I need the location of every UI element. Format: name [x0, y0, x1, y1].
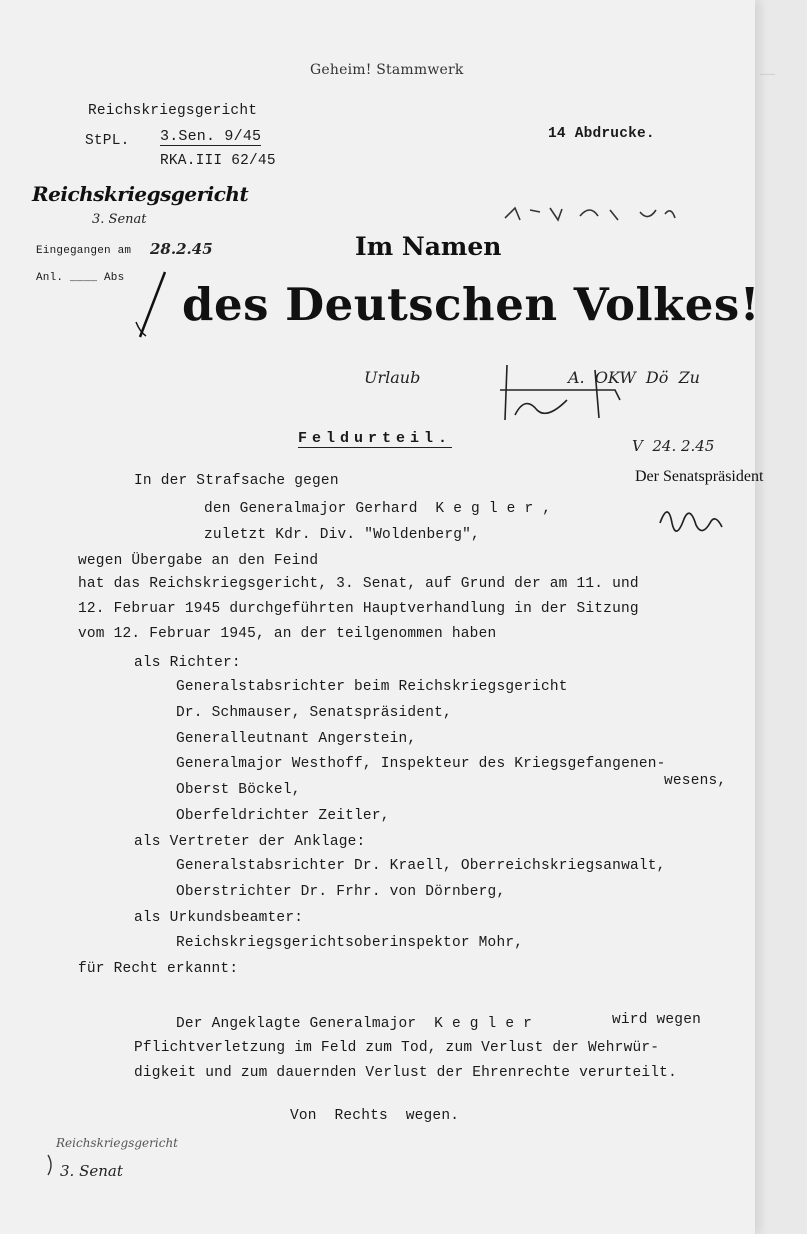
body-line-19: als Urkundsbeamter: — [134, 910, 304, 926]
court-name: Reichskriegsgericht — [88, 103, 258, 119]
heading-deutschen-volkes: des Deutschen Volkes! — [182, 278, 761, 331]
body-line-16: als Vertreter der Anklage: — [134, 834, 366, 850]
case-ref-prefix: StPL. — [85, 133, 130, 149]
handwritten-scribble-icon — [500, 200, 680, 230]
verdict-line-3: digkeit und zum dauernden Verlust der Ehrenrechte verurteilt. — [134, 1065, 677, 1081]
footer-stamp-line-1: Reichskriegsgericht — [56, 1136, 178, 1150]
stamp-received-label: Eingegangen am — [36, 245, 132, 257]
body-line-10: Dr. Schmauser, Senatspräsident, — [176, 705, 452, 721]
body-line-11: Generalleutnant Angerstein, — [176, 731, 417, 747]
body-line-4: wegen Übergabe an den Feind — [78, 553, 319, 569]
heading-bracket-mark-icon — [130, 262, 180, 342]
stamp-received-date: 28.2.45 — [150, 240, 213, 258]
case-reference: 3.Sen. 9/45 — [160, 128, 262, 145]
rka-reference: RKA.III 62/45 — [160, 153, 276, 169]
body-line-5: hat das Reichskriegsgericht, 3. Senat, auf Grund der am 11. und — [78, 576, 639, 592]
body-line-1: In der Strafsache gegen — [134, 473, 339, 489]
footer-stamp-line-2: 3. Senat — [60, 1162, 123, 1180]
verdict-line-2: Pflichtverletzung im Feld zum Tod, zum Verlust der Wehrwür- — [134, 1040, 660, 1056]
verdict-line-1b: wird wegen — [612, 1012, 702, 1028]
routing-signature-icon — [495, 360, 625, 430]
body-line-18: Oberstrichter Dr. Frhr. von Dörnberg, — [176, 884, 506, 900]
verdict-closing: Von Rechts wegen. — [290, 1108, 460, 1124]
note-urlaub: Urlaub — [364, 368, 421, 387]
body-line-8: als Richter: — [134, 655, 241, 671]
president-signature-icon — [655, 498, 735, 538]
stamp-senate: 3. Senat — [92, 212, 147, 227]
verdict-line-1a: Der Angeklagte Generalmajor K e g l e r — [176, 1016, 533, 1032]
body-line-9: Generalstabsrichter beim Reichskriegsgericht — [176, 679, 568, 695]
body-line-7: vom 12. Februar 1945, an der teilgenommen haben — [78, 626, 497, 642]
body-line-21: für Recht erkannt: — [78, 961, 239, 977]
document-title: Feldurteil. — [298, 430, 453, 447]
copies-count: 14 Abdrucke. — [548, 126, 655, 142]
senate-president-label: Der Senatspräsident — [635, 468, 764, 485]
body-line-15: Oberfeldrichter Zeitler, — [176, 808, 390, 824]
body-line-14: Oberst Böckel, — [176, 782, 301, 798]
note-routing: A. OKW Dö Zu — [568, 368, 700, 387]
heading-im-namen: Im Namen — [355, 232, 502, 261]
body-line-12: Generalmajor Westhoff, Inspekteur des Kriegsgefangenen- — [176, 756, 666, 772]
note-date-mark: V 24. 2.45 — [632, 437, 715, 455]
body-line-17: Generalstabsrichter Dr. Kraell, Oberreichskriegsanwalt, — [176, 858, 666, 874]
body-line-2: den Generalmajor Gerhard K e g l e r , — [204, 501, 552, 517]
stamp-annex-label: Anl. ____ Abs — [36, 272, 125, 284]
footer-mark-icon — [40, 1150, 60, 1180]
body-line-6: 12. Februar 1945 durchgeführten Hauptverhandlung in der Sitzung — [78, 601, 639, 617]
classification-mark: Geheim! Stammwerk — [310, 62, 464, 78]
body-line-13: wesens, — [664, 773, 727, 789]
body-line-20: Reichskriegsgerichtsoberinspektor Mohr, — [176, 935, 524, 951]
stamp-title: Reichskriegsgericht — [32, 182, 249, 206]
body-line-3: zuletzt Kdr. Div. "Woldenberg", — [204, 527, 480, 543]
